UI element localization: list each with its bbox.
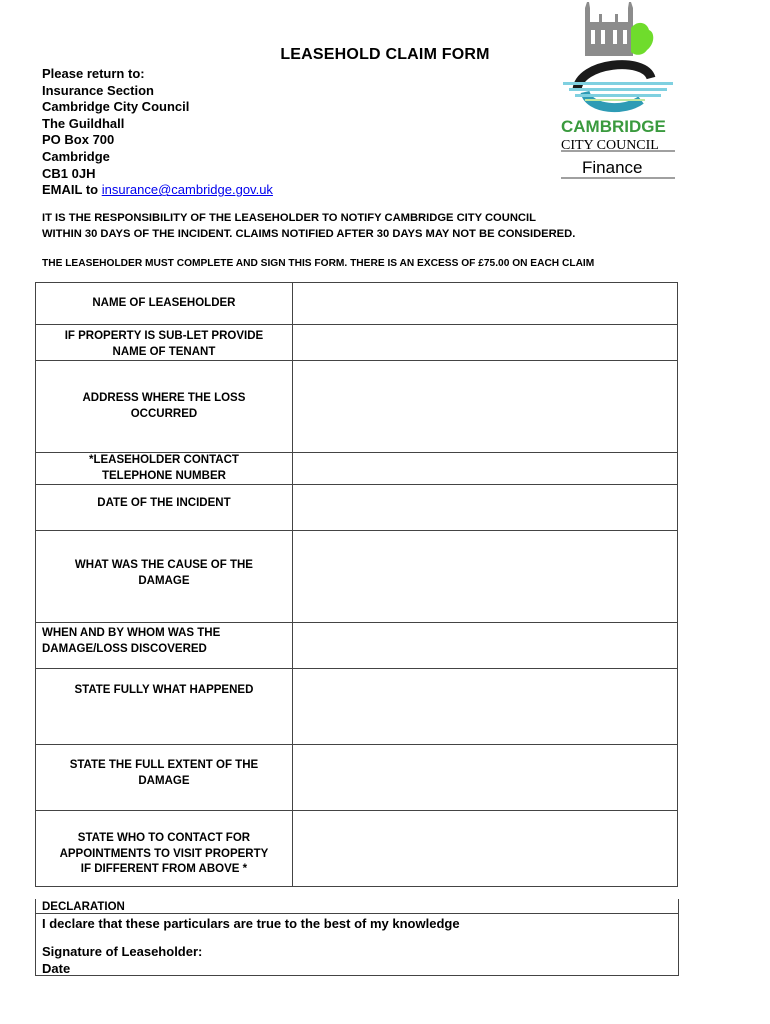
form-row — [36, 485, 678, 531]
address-line: The Guildhall — [42, 115, 125, 131]
signature-label[interactable]: Signature of Leaseholder: — [42, 944, 203, 959]
address-line: Cambridge City Council — [42, 99, 190, 115]
field-label: DATE OF THE INCIDENT — [36, 485, 293, 531]
incident-date-field[interactable] — [292, 485, 677, 531]
contact-telephone-field[interactable] — [292, 453, 677, 485]
email-link[interactable]: insurance@cambridge.gov.uk — [101, 182, 273, 198]
divider — [36, 913, 678, 914]
address-line: Cambridge — [42, 148, 110, 164]
field-label: IF PROPERTY IS SUB-LET PROVIDE NAME OF TENANT — [36, 325, 293, 361]
field-label: WHEN AND BY WHOM WAS THE DAMAGE/LOSS DISCOVERED — [36, 623, 293, 669]
declaration-box — [35, 899, 679, 976]
logo-cambridge: CAMBRIDGE — [561, 117, 666, 136]
form-row — [36, 623, 678, 669]
field-label: STATE WHO TO CONTACT FOR APPOINTMENTS TO VISIT PROPERTY IF DIFFERENT FROM ABOVE * — [36, 811, 293, 887]
field-label: NAME OF LEASEHOLDER — [36, 283, 293, 325]
tenant-name-field[interactable] — [292, 325, 677, 361]
claim-form-table — [35, 282, 678, 887]
logo-city-council: CITY COUNCIL — [561, 138, 659, 153]
field-label: STATE THE FULL EXTENT OF THE DAMAGE — [36, 745, 293, 811]
loss-address-field[interactable] — [292, 361, 677, 453]
notice-line: IT IS THE RESPONSIBILITY OF THE LEASEHOLDER TO NOTIFY CAMBRIDGE CITY COUNCIL — [42, 212, 536, 224]
responsibility-notice — [42, 211, 575, 242]
field-label: WHAT WAS THE CAUSE OF THE DAMAGE — [36, 531, 293, 623]
what-happened-field[interactable] — [292, 669, 677, 745]
excess-notice: THE LEASEHOLDER MUST COMPLETE AND SIGN THIS FORM. THERE IS AN EXCESS OF £75.00 ON EACH CLAIM — [42, 258, 595, 269]
tree-icon — [631, 23, 653, 55]
discovered-by-field[interactable] — [292, 623, 677, 669]
kings-chapel-icon — [585, 2, 633, 56]
form-row — [36, 745, 678, 811]
damage-extent-field[interactable] — [292, 745, 677, 811]
form-row — [36, 669, 678, 745]
form-row — [36, 453, 678, 485]
appointment-contact-field[interactable] — [292, 811, 677, 887]
declaration-heading: DECLARATION — [42, 901, 125, 913]
email-label: EMAIL to — [42, 182, 99, 198]
cambridge-city-council-logo — [555, 0, 685, 185]
page-title: LEASEHOLD CLAIM FORM — [280, 46, 490, 63]
field-label: STATE FULLY WHAT HAPPENED — [36, 669, 293, 745]
declaration-text: I declare that these particulars are true to the best of my knowledge — [42, 916, 460, 931]
river-arc-icon — [577, 65, 651, 90]
address-line: PO Box 700 — [42, 132, 115, 148]
field-label: ADDRESS WHERE THE LOSS OCCURRED — [36, 361, 293, 453]
form-row — [36, 361, 678, 453]
signature-block — [42, 944, 202, 977]
form-row — [36, 283, 678, 325]
email-line — [42, 182, 273, 199]
address-line: CB1 0JH — [42, 165, 96, 181]
logo-finance: Finance — [582, 158, 643, 177]
date-label[interactable]: Date — [42, 960, 71, 976]
leaseholder-name-field[interactable] — [292, 283, 677, 325]
form-row — [36, 531, 678, 623]
form-row — [36, 325, 678, 361]
field-label: *LEASEHOLDER CONTACT TELEPHONE NUMBER — [36, 453, 293, 485]
address-line: Please return to: — [42, 66, 145, 81]
notice-line: WITHIN 30 DAYS OF THE INCIDENT. CLAIMS NOTIFIED AFTER 30 DAYS MAY NOT BE CONSIDERED. — [42, 227, 576, 240]
address-line: Insurance Section — [42, 82, 154, 98]
return-address — [42, 66, 273, 199]
damage-cause-field[interactable] — [292, 531, 677, 623]
form-row — [36, 811, 678, 887]
